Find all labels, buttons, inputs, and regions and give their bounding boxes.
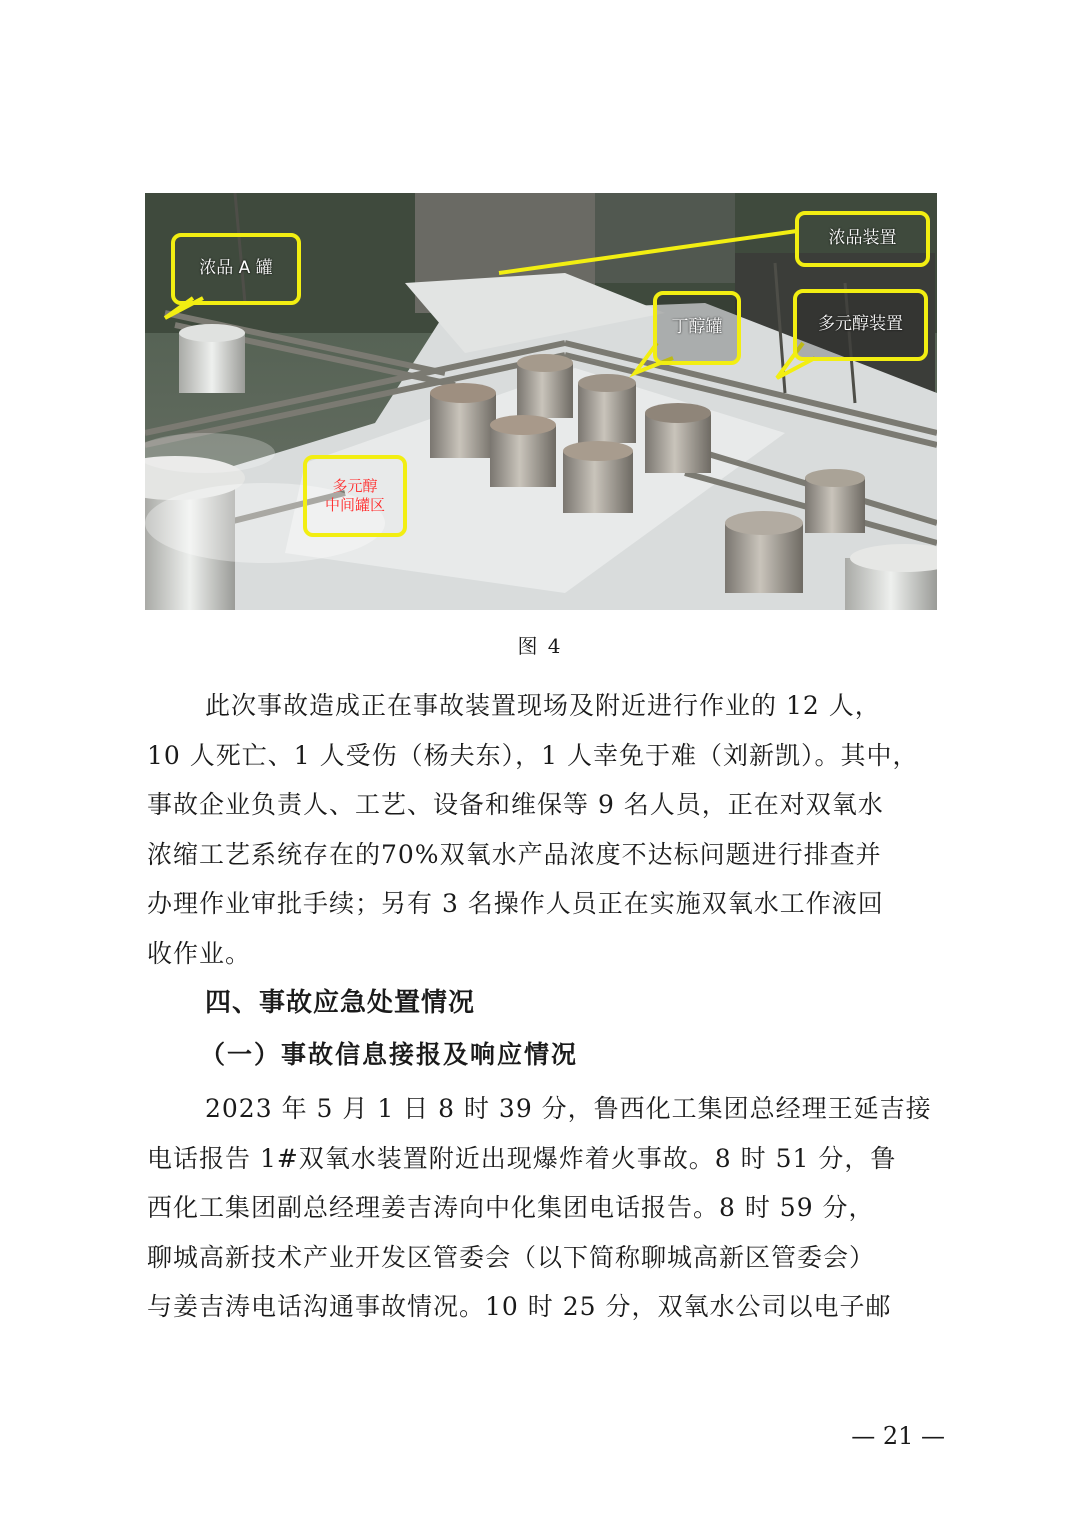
subsection-heading: （一）事故信息接报及响应情况 — [200, 1040, 579, 1069]
callout-concentrate-tank-a-label: 浓品 A 罐 — [199, 258, 273, 279]
callout-polyol-line2: 中间罐区 — [324, 496, 385, 514]
paragraph-line: 收作业。 — [147, 938, 252, 968]
callout-concentrate-unit — [795, 211, 930, 267]
paragraph-line: 事故企业负责人、工艺、设备和维保等 9 名人员，正在对双氧水 — [147, 790, 884, 819]
callout-polyol-line1: 多元醇 — [332, 477, 378, 496]
paragraph-line: 此次事故造成正在事故装置现场及附近进行作业的 12 人， — [205, 691, 881, 720]
callout-concentrate-tank-a — [171, 233, 301, 305]
paragraph-line: 电话报告 1#双氧水装置附近出现爆炸着火事故。8 时 51 分，鲁 — [147, 1143, 897, 1173]
callout-butanol-tank — [653, 291, 741, 365]
paragraph-line: 2023 年 5 月 1 日 8 时 39 分，鲁西化工集团总经理王延吉接 — [205, 1094, 932, 1123]
paragraph-line: 与姜吉涛电话沟通事故情况。10 时 25 分，双氧水公司以电子邮 — [147, 1292, 892, 1321]
callout-polyol-intermediate-tank-area — [303, 455, 407, 537]
accident-site-photo — [145, 193, 937, 610]
callout-polyol-unit — [793, 289, 928, 361]
paragraph-line: 浓缩工艺系统存在的70%双氧水产品浓度不达标问题进行排查并 — [147, 839, 882, 869]
page-number: — 21 — — [851, 1422, 945, 1450]
paragraph-incident-report — [147, 1084, 947, 1332]
callout-polyol-unit-label: 多元醇装置 — [818, 314, 903, 335]
paragraph-line: 聊城高新技术产业开发区管委会（以下简称聊城高新区管委会） — [147, 1242, 876, 1272]
callout-butanol-tank-label: 丁醇罐 — [671, 317, 723, 338]
paragraph-casualties — [147, 681, 947, 978]
callout-concentrate-unit-label: 浓品装置 — [828, 228, 897, 249]
paragraph-line: 办理作业审批手续；另有 3 名操作人员正在实施双氧水工作液回 — [147, 889, 884, 918]
section-heading: 四、事故应急处置情况 — [205, 988, 476, 1018]
paragraph-line: 10 人死亡、1 人受伤（杨夫东），1 人幸免于难（刘新凯）。其中， — [147, 740, 919, 770]
paragraph-line: 西化工集团副总经理姜吉涛向中化集团电话报告。8 时 59 分， — [147, 1193, 875, 1222]
figure-caption: 图 4 — [517, 634, 563, 658]
